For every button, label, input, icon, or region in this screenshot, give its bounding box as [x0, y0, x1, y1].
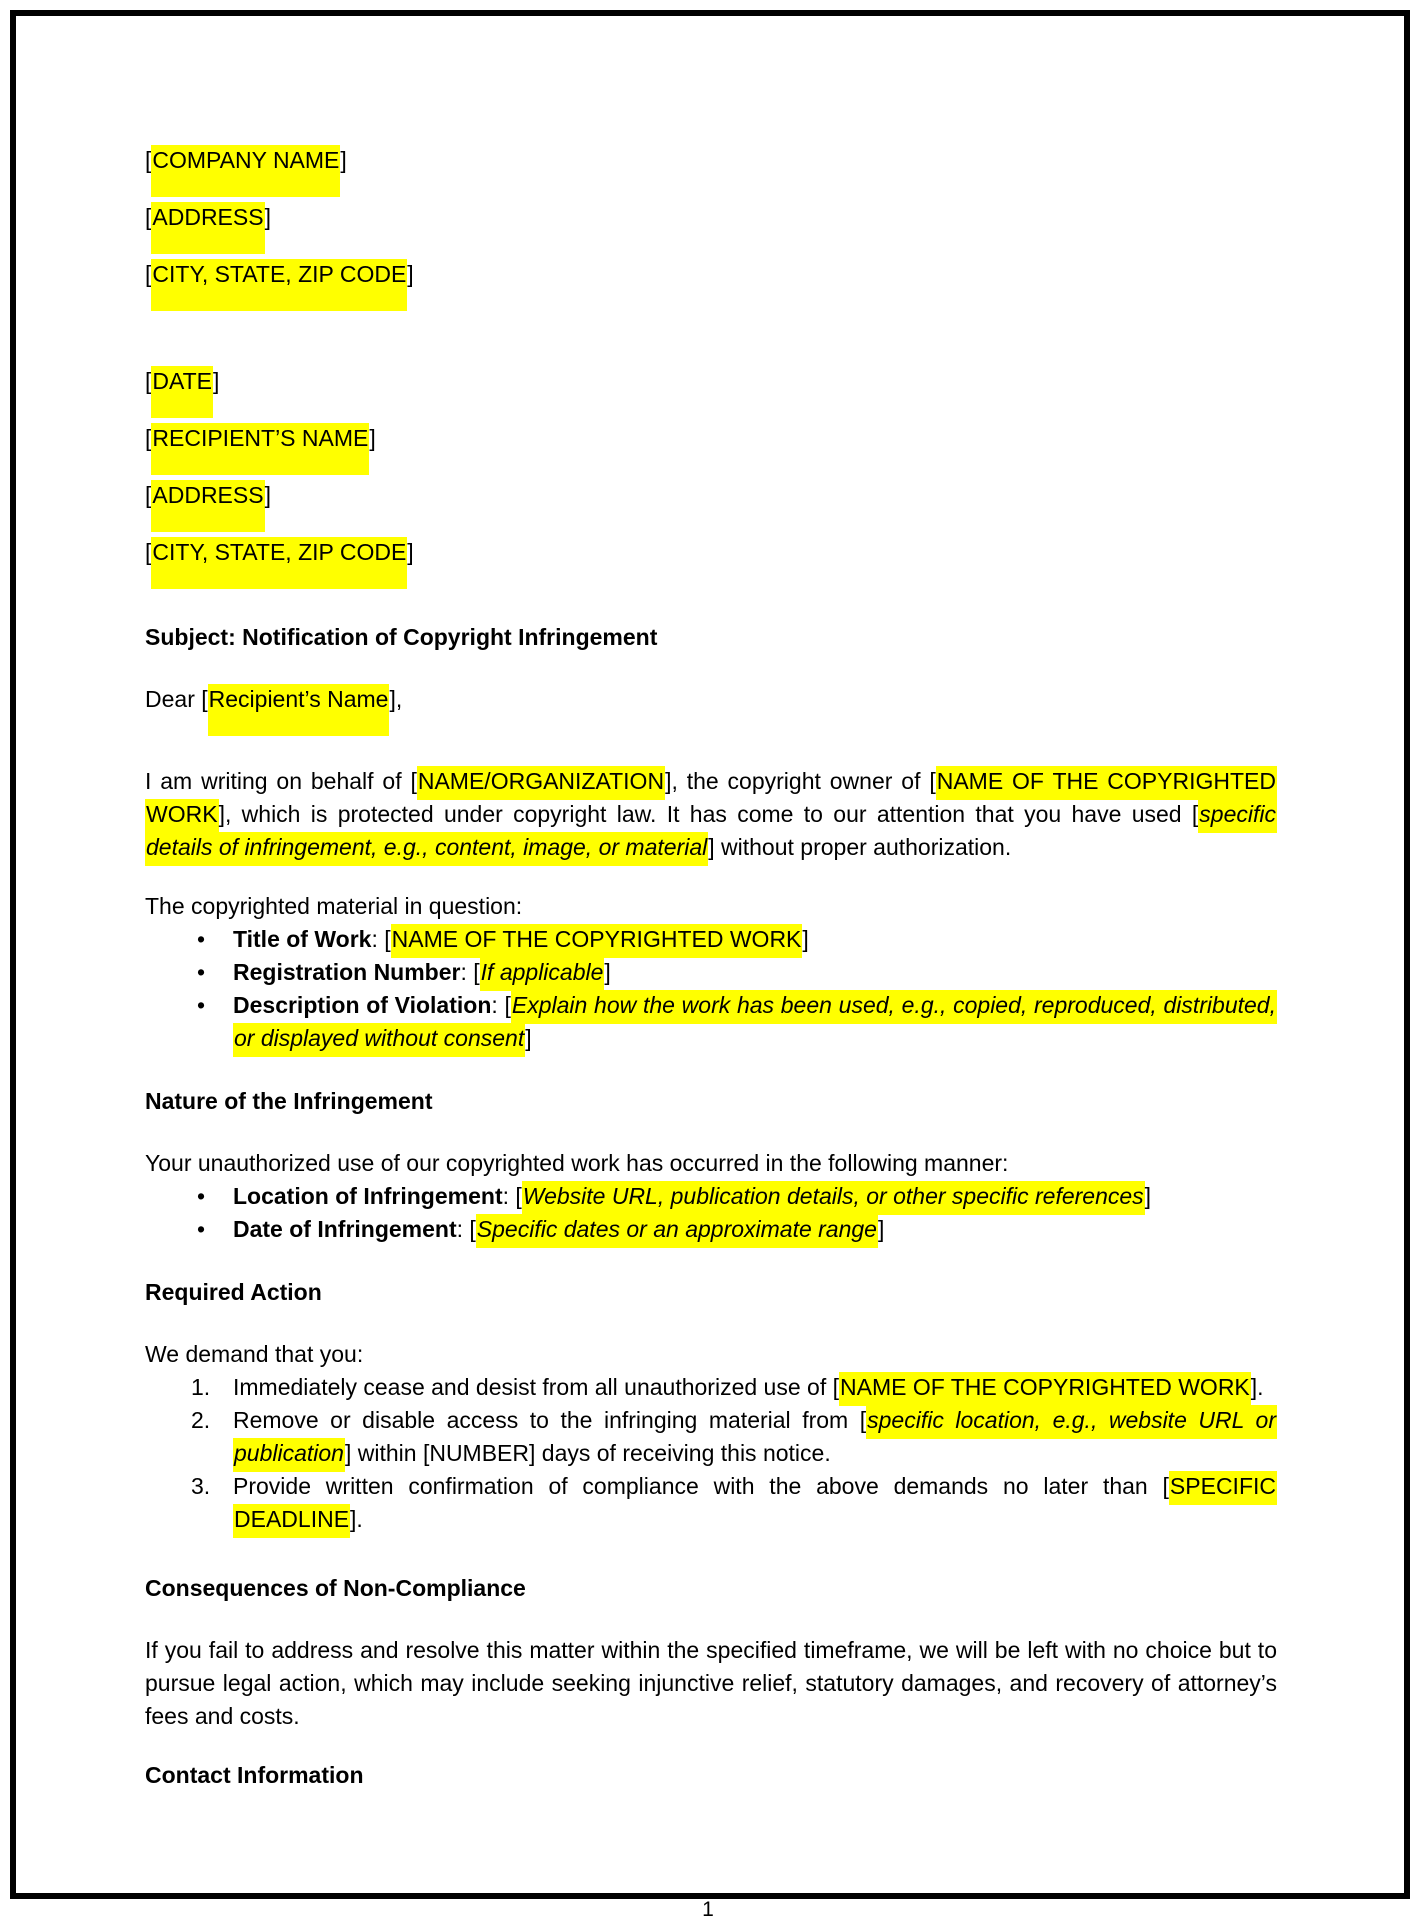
- list-item: [145, 1180, 1277, 1213]
- text-run: ]: [369, 425, 376, 451]
- text-run: Location of Infringement: [233, 1183, 503, 1209]
- text-run: Remove or disable access to the infringing material from [: [233, 1407, 867, 1433]
- recipient-address-line: [145, 479, 1277, 512]
- text-run: ] without proper authorization.: [708, 834, 1012, 860]
- placeholder-highlight: If applicable: [480, 957, 605, 991]
- list-item: [145, 1404, 1277, 1470]
- text-run: If you fail to address and resolve this matter within the specified timeframe, we will be left with no choice but to pursue legal action, which may include seeking injunctive relief, statutory damages, and recovery of attorney’s fees and costs.: [145, 1637, 1277, 1729]
- placeholder-highlight: SPECIFIC DEADLINE: [233, 1471, 1277, 1538]
- placeholder-highlight: Recipient’s Name: [208, 684, 390, 736]
- contact-heading: [145, 1759, 1277, 1792]
- placeholder-highlight: ADDRESS: [151, 480, 264, 532]
- nature-list: [145, 1180, 1277, 1246]
- text-run: ]: [802, 926, 809, 952]
- placeholder-highlight: specific location, e.g., website URL or publication: [233, 1405, 1277, 1472]
- demand-list: [145, 1371, 1277, 1536]
- text-run: We demand that you:: [145, 1341, 364, 1367]
- consequences-paragraph: [145, 1634, 1277, 1733]
- sender-address-line: [145, 201, 1277, 234]
- text-run: [: [145, 261, 152, 287]
- placeholder-highlight: specific details of infringement, e.g., content, image, or material: [145, 799, 1277, 866]
- text-run: The copyrighted material in question:: [145, 893, 523, 919]
- placeholder-highlight: CITY, STATE, ZIP CODE: [151, 259, 407, 311]
- text-run: [: [145, 482, 152, 508]
- bullet-marker: •: [197, 1183, 206, 1209]
- sender-company-line: [145, 144, 1277, 177]
- text-run: ],: [389, 686, 403, 712]
- recipient-name-line: [145, 422, 1277, 455]
- text-run: I am writing on behalf of [: [145, 768, 417, 794]
- number-marker: 3.: [191, 1473, 211, 1499]
- recipient-city-state-zip-line: [145, 536, 1277, 569]
- material-intro-line: [145, 890, 1277, 923]
- subject-line: [145, 621, 1277, 654]
- text-run: Description of Violation: [233, 992, 492, 1018]
- bullet-marker: •: [197, 1216, 206, 1242]
- text-run: Required Action: [145, 1279, 322, 1305]
- placeholder-highlight: Explain how the work has been used, e.g., copied, reproduced, distributed, or displayed without consent: [233, 990, 1277, 1057]
- nature-intro-line: [145, 1147, 1277, 1180]
- text-run: [: [145, 425, 152, 451]
- text-run: Your unauthorized use of our copyrighted work has occurred in the following manner:: [145, 1150, 1009, 1176]
- text-run: ]: [407, 261, 414, 287]
- bullet-marker: •: [197, 959, 206, 985]
- text-run: ].: [1250, 1374, 1264, 1400]
- list-item: [145, 989, 1277, 1055]
- placeholder-highlight: NAME OF THE COPYRIGHTED WORK: [391, 924, 803, 958]
- placeholder-highlight: Specific dates or an approximate range: [476, 1214, 878, 1248]
- number-marker: 2.: [191, 1407, 211, 1433]
- salutation-line: [145, 683, 1277, 716]
- text-run: [: [145, 539, 152, 565]
- text-run: : [: [456, 1216, 476, 1242]
- text-run: Nature of the Infringement: [145, 1088, 433, 1114]
- text-run: Dear [: [145, 686, 208, 712]
- text-run: Provide written confirmation of compliance with the above demands no later than [: [233, 1473, 1169, 1499]
- letter-page: [10, 10, 1410, 1899]
- list-item: [145, 1470, 1277, 1536]
- text-run: ] within [NUMBER] days of receiving this notice.: [344, 1440, 831, 1466]
- text-run: : [: [371, 926, 391, 952]
- list-item: [145, 1213, 1277, 1246]
- list-item: [145, 1371, 1277, 1404]
- text-run: : [: [460, 959, 480, 985]
- text-run: ], which is protected under copyright law. It has come to our attention that you have used [: [218, 801, 1199, 827]
- text-run: ].: [350, 1506, 363, 1532]
- text-run: Date of Infringement: [233, 1216, 457, 1242]
- text-run: [: [145, 204, 152, 230]
- text-run: ]: [264, 204, 271, 230]
- text-run: : [: [491, 992, 511, 1018]
- consequences-heading: [145, 1572, 1277, 1605]
- text-run: ]: [213, 368, 220, 394]
- placeholder-highlight: NAME OF THE COPYRIGHTED WORK: [839, 1372, 1251, 1406]
- material-list: [145, 923, 1277, 1055]
- text-run: ]: [264, 482, 271, 508]
- placeholder-highlight: NAME OF THE COPYRIGHTED WORK: [145, 766, 1277, 833]
- bullet-marker: •: [197, 992, 206, 1018]
- text-run: Immediately cease and desist from all unauthorized use of [: [233, 1374, 839, 1400]
- text-run: ]: [525, 1025, 532, 1051]
- list-item: [145, 956, 1277, 989]
- demand-intro-line: [145, 1338, 1277, 1371]
- text-run: ]: [877, 1216, 885, 1242]
- placeholder-highlight: Website URL, publication details, or other specific references: [522, 1181, 1145, 1215]
- placeholder-highlight: ADDRESS: [151, 202, 264, 254]
- text-run: Title of Work: [233, 926, 372, 952]
- text-run: Consequences of Non-Compliance: [145, 1575, 526, 1601]
- bullet-marker: •: [197, 926, 206, 952]
- text-run: ]: [604, 959, 611, 985]
- placeholder-highlight: COMPANY NAME: [151, 145, 340, 197]
- text-run: ], the copyright owner of [: [665, 768, 936, 794]
- text-run: [: [145, 147, 152, 173]
- text-run: : [: [502, 1183, 522, 1209]
- placeholder-highlight: DATE: [151, 366, 213, 418]
- nature-heading: [145, 1085, 1277, 1118]
- list-item: [145, 923, 1277, 956]
- page-number: 1: [702, 1898, 714, 1921]
- placeholder-highlight: RECIPIENT’S NAME: [151, 423, 369, 475]
- text-run: Registration Number: [233, 959, 461, 985]
- opening-paragraph: [145, 765, 1277, 864]
- text-run: [: [145, 368, 152, 394]
- text-run: ]: [1144, 1183, 1152, 1209]
- text-run: Contact Information: [145, 1762, 364, 1788]
- required-action-heading: [145, 1276, 1277, 1309]
- text-run: Subject: Notification of Copyright Infringement: [145, 624, 658, 650]
- letter-content: [145, 144, 1277, 1792]
- placeholder-highlight: CITY, STATE, ZIP CODE: [151, 537, 407, 589]
- sender-city-state-zip-line: [145, 258, 1277, 291]
- placeholder-highlight: NAME/ORGANIZATION: [417, 766, 665, 800]
- date-line: [145, 365, 1277, 398]
- number-marker: 1.: [191, 1374, 211, 1400]
- text-run: ]: [407, 539, 414, 565]
- text-run: ]: [340, 147, 347, 173]
